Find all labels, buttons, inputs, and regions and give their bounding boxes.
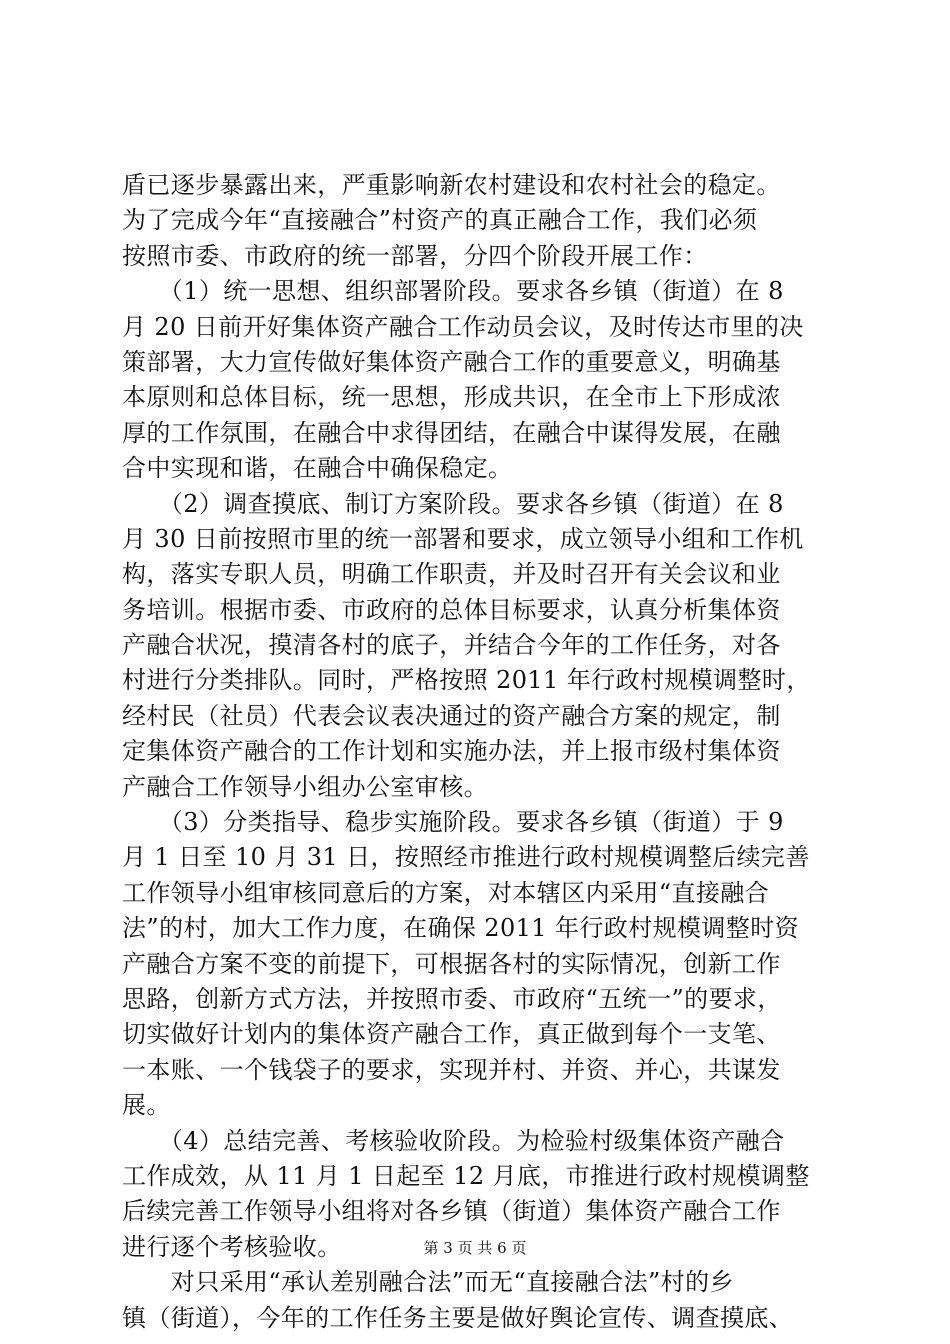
text-line: 构，落实专职人员，明确工作职责，并及时召开有关会议和业 xyxy=(122,560,781,589)
text-line: 按照市委、市政府的统一部署，分四个阶段开展工作： xyxy=(122,241,708,270)
text-line: 工作领导小组审核同意后的方案，对本辖区内采用“直接融合 xyxy=(122,878,770,907)
text-line: 盾已逐步暴露出来，严重影响新农村建设和农村社会的稳定。 xyxy=(122,171,781,199)
text-line: 定集体资产融合的工作计划和实施办法，并上报市级村集体资 xyxy=(122,737,781,766)
text-line: 村进行分类排队。同时，严格按照 2011 年行政村规模调整时， xyxy=(122,666,811,695)
text-line: 进行逐个考核验收。 xyxy=(122,1232,342,1261)
text-line: （4）总结完善、考核验收阶段。为检验村级集体资产融合 xyxy=(122,1126,785,1155)
text-line: 产融合状况，摸清各村的底子，并结合今年的工作任务，对各 xyxy=(122,631,781,660)
text-line: （3）分类指导、稳步实施阶段。要求各乡镇（街道）于 9 xyxy=(122,808,784,837)
text-line: 展。 xyxy=(122,1091,171,1120)
text-line: 月 30 日前按照市里的统一部署和要求，成立领导小组和工作机 xyxy=(122,524,804,553)
text-line: 法”的村，加大工作力度，在确保 2011 年行政村规模调整时资 xyxy=(122,914,800,943)
text-line: 切实做好计划内的集体资产融合工作，真正做到每个一支笔、 xyxy=(122,1020,781,1049)
page-number-label: 第 3 页 共 6 页 xyxy=(423,1239,527,1257)
text-line: 月 1 日至 10 月 31 日，按照经市推进行政村规模调整后续完善 xyxy=(122,843,810,872)
text-line: 策部署，大力宣传做好集体资产融合工作的重要意义，明确基 xyxy=(122,347,781,376)
text-line: 产融合方案不变的前提下，可根据各村的实际情况，创新工作 xyxy=(122,949,781,978)
text-line: 对只采用“承认差别融合法”而无“直接融合法”村的乡 xyxy=(122,1268,734,1297)
text-line: 务培训。根据市委、市政府的总体目标要求，认真分析集体资 xyxy=(122,595,781,624)
text-line: 工作成效，从 11 月 1 日起至 12 月底，市推进行政村规模调整 xyxy=(122,1161,810,1190)
text-line: 合中实现和谐，在融合中确保稳定。 xyxy=(122,454,513,483)
text-line: 思路，创新方式方法，并按照市委、市政府“五统一”的要求， xyxy=(122,984,782,1013)
text-line: 厚的工作氛围，在融合中求得团结，在融合中谋得发展，在融 xyxy=(122,418,781,447)
text-line: 本原则和总体目标，统一思想，形成共识，在全市上下形成浓 xyxy=(122,383,781,412)
text-line: 一本账、一个钱袋子的要求，实现并村、并资、并心，共谋发 xyxy=(122,1055,781,1084)
text-line: 产融合工作领导小组办公室审核。 xyxy=(122,772,488,801)
text-line: （2）调查摸底、制订方案阶段。要求各乡镇（街道）在 8 xyxy=(122,489,784,518)
text-line: 月 20 日前开好集体资产融合工作动员会议，及时传达市里的决 xyxy=(122,312,804,341)
page-footer xyxy=(0,1238,950,1258)
body-text xyxy=(122,168,834,1336)
text-line: 为了完成今年“直接融合”村资产的真正融合工作，我们必须 xyxy=(122,206,758,235)
text-line: 镇（街道），今年的工作任务主要是做好舆论宣传、调查摸底、 xyxy=(122,1303,794,1332)
text-line: （1）统一思想、组织部署阶段。要求各乡镇（街道）在 8 xyxy=(122,277,784,306)
text-line: 经村民（社员）代表会议表决通过的资产融合方案的规定，制 xyxy=(122,701,781,730)
text-line: 后续完善工作领导小组将对各乡镇（街道）集体资产融合工作 xyxy=(122,1197,781,1226)
